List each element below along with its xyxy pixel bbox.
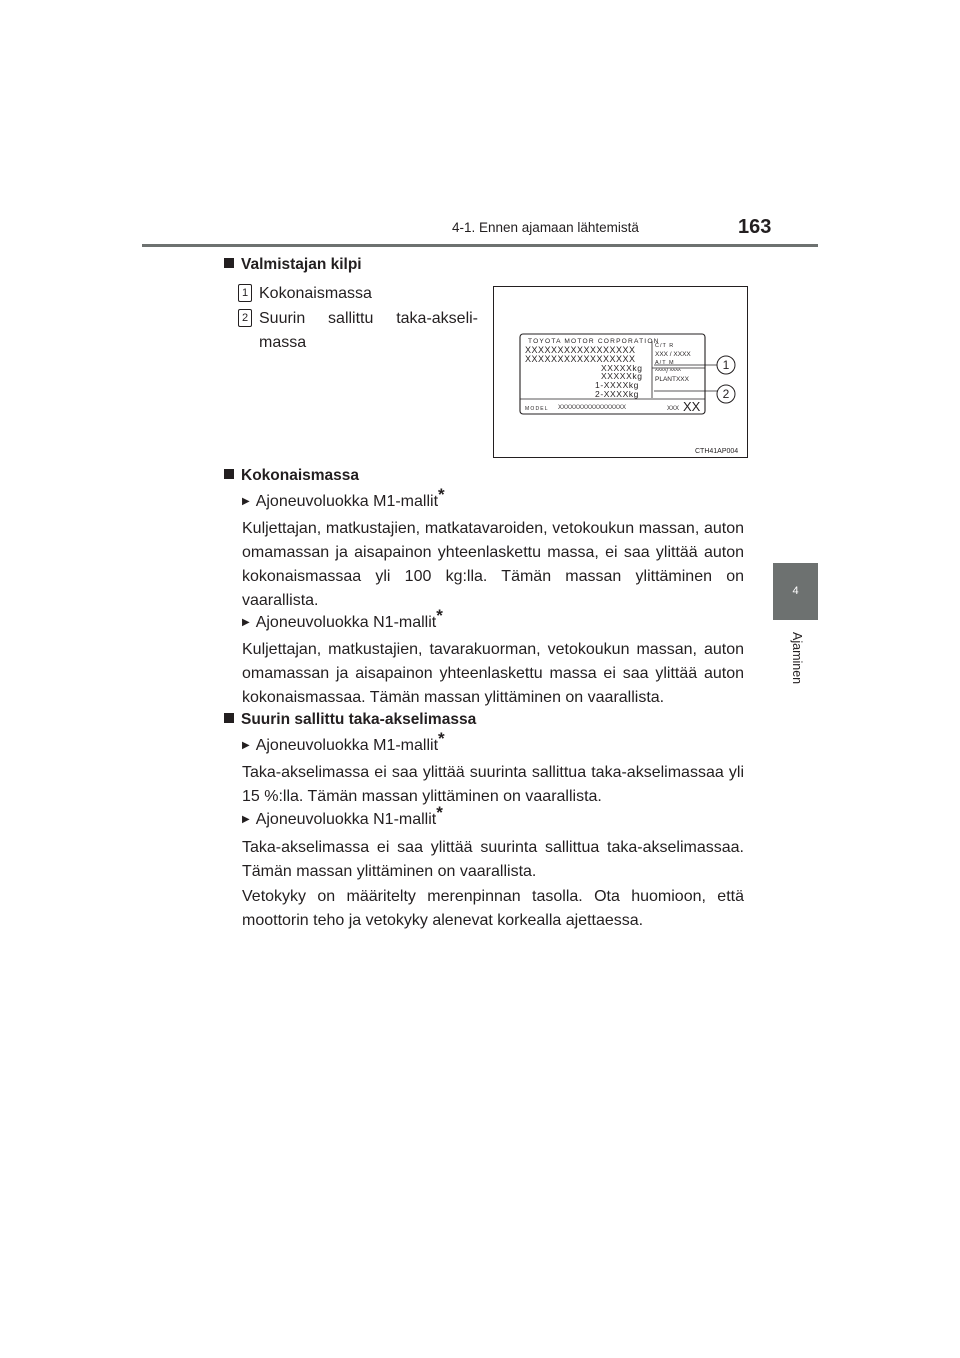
subheading-m1 [242, 485, 445, 511]
square-bullet-icon [224, 258, 234, 268]
plate-hat: ^^^^/ ^^^^ [655, 369, 681, 375]
square-bullet-icon [224, 713, 234, 723]
figure-code: CTH41AP004 [695, 448, 739, 455]
subheading-text: Ajoneuvoluokka N1-mallit [255, 811, 437, 828]
plate-axle2: 2-XXXXkg [595, 389, 640, 399]
triangle-bullet-icon: ▶ [242, 814, 250, 825]
subheading-text: Ajoneuvoluokka M1-mallit [255, 737, 439, 754]
paragraph: Kuljettajan, matkustajien, tavarakuorman, vetokoukun massan, auton omamassan ja aisapainon yhteenlaskettu massa ei saa ylittää auton kokonaismassaa. Tämän massan ylittäminen on vaarallista. [242, 641, 744, 706]
header-rule [142, 244, 818, 247]
callout-text: Kokonaismassa [259, 285, 372, 302]
plate-mass2: XXXXXkg [601, 371, 643, 381]
subheading-text: Ajoneuvoluokka N1-mallit [255, 614, 437, 631]
section-heading-taka-akselimassa [224, 711, 476, 729]
figure-callout-1: 1 [722, 358, 730, 372]
paragraph: Kuljettajan, matkustajien, matkatavaroiden, vetokoukun massan, auton omamassan ja aisapainon yhteenlaskettu massa, ei saa ylittää auton kokonaismassaa yli 100 kg:lla. Tämän massan ylittäminen on vaarallista. [242, 520, 744, 609]
subheading-n1 [242, 803, 443, 829]
section-heading-valmistajan-kilpi [224, 256, 362, 274]
plate-row2: XXXXXXXXXXXXXXXXX [525, 354, 636, 364]
callout-number: 2 [238, 309, 252, 327]
footnote-mark: * [438, 729, 445, 748]
chapter-tab [773, 563, 818, 620]
figure-callout-2: 2 [722, 387, 730, 401]
plate-plant: PLANTXXX [655, 376, 689, 383]
heading-text: Valmistajan kilpi [241, 256, 362, 273]
manufacturer-plate-figure [493, 286, 748, 458]
plate-xx: XX [683, 399, 701, 414]
callout-text: Suurin sallittu taka-akseli-massa [259, 310, 478, 351]
subheading-n1 [242, 606, 443, 632]
triangle-bullet-icon: ▶ [242, 740, 250, 751]
plate-ctr: C/T R [655, 343, 675, 349]
section-heading-kokonaismassa [224, 467, 359, 485]
callout-item-1 [238, 282, 478, 306]
triangle-bullet-icon: ▶ [242, 617, 250, 628]
subheading-m1 [242, 729, 445, 755]
plate-illustration [494, 287, 747, 457]
plate-axle1: 1-XXXXkg [595, 380, 640, 390]
page-number: 163 [738, 216, 772, 238]
footnote-mark: * [436, 803, 443, 822]
plate-header: TOYOTA MOTOR CORPORATION [528, 338, 660, 345]
closing-paragraph: Vetokyky on määritelty merenpinnan tasolla. Ota huomioon, että moottorin teho ja vetokyky alenevat korkealla ajettaessa. [242, 888, 744, 929]
triangle-bullet-icon: ▶ [242, 496, 250, 507]
plate-mass1: XXXXXkg [601, 363, 643, 373]
subheading-text: Ajoneuvoluokka M1-mallit [255, 493, 439, 510]
plate-xxx: XXX / XXXX [655, 351, 691, 358]
chapter-number: 4 [792, 585, 799, 597]
callout-item-2 [238, 307, 478, 355]
plate-row1: XXXXXXXXXXXXXXXXX [525, 345, 636, 355]
header-section-title: 4-1. Ennen ajamaan lähtemistä [452, 220, 639, 235]
paragraph: Taka-akselimassa ei saa ylittää suurinta sallittua taka-akselimassaa. Tämän massan ylittäminen on vaarallista. [242, 839, 744, 880]
plate-model-value: XXXXXXXXXXXXXXXXX [558, 405, 627, 411]
plate-model-label: MODEL [525, 406, 549, 412]
callout-number: 1 [238, 284, 252, 302]
paragraph: Taka-akselimassa ei saa ylittää suurinta sallittua taka-akselimassaa yli 15 %:lla. Tämän massan ylittäminen on vaarallista. [242, 764, 744, 805]
chapter-label: Ajaminen [790, 632, 804, 685]
footnote-mark: * [438, 485, 445, 504]
heading-text: Kokonaismassa [241, 467, 360, 484]
plate-xxx2: XXX [667, 406, 680, 412]
heading-text: Suurin sallittu taka-akselimassa [241, 711, 477, 728]
plate-atm: A/T M [655, 360, 675, 366]
square-bullet-icon [224, 469, 234, 479]
footnote-mark: * [436, 606, 443, 625]
